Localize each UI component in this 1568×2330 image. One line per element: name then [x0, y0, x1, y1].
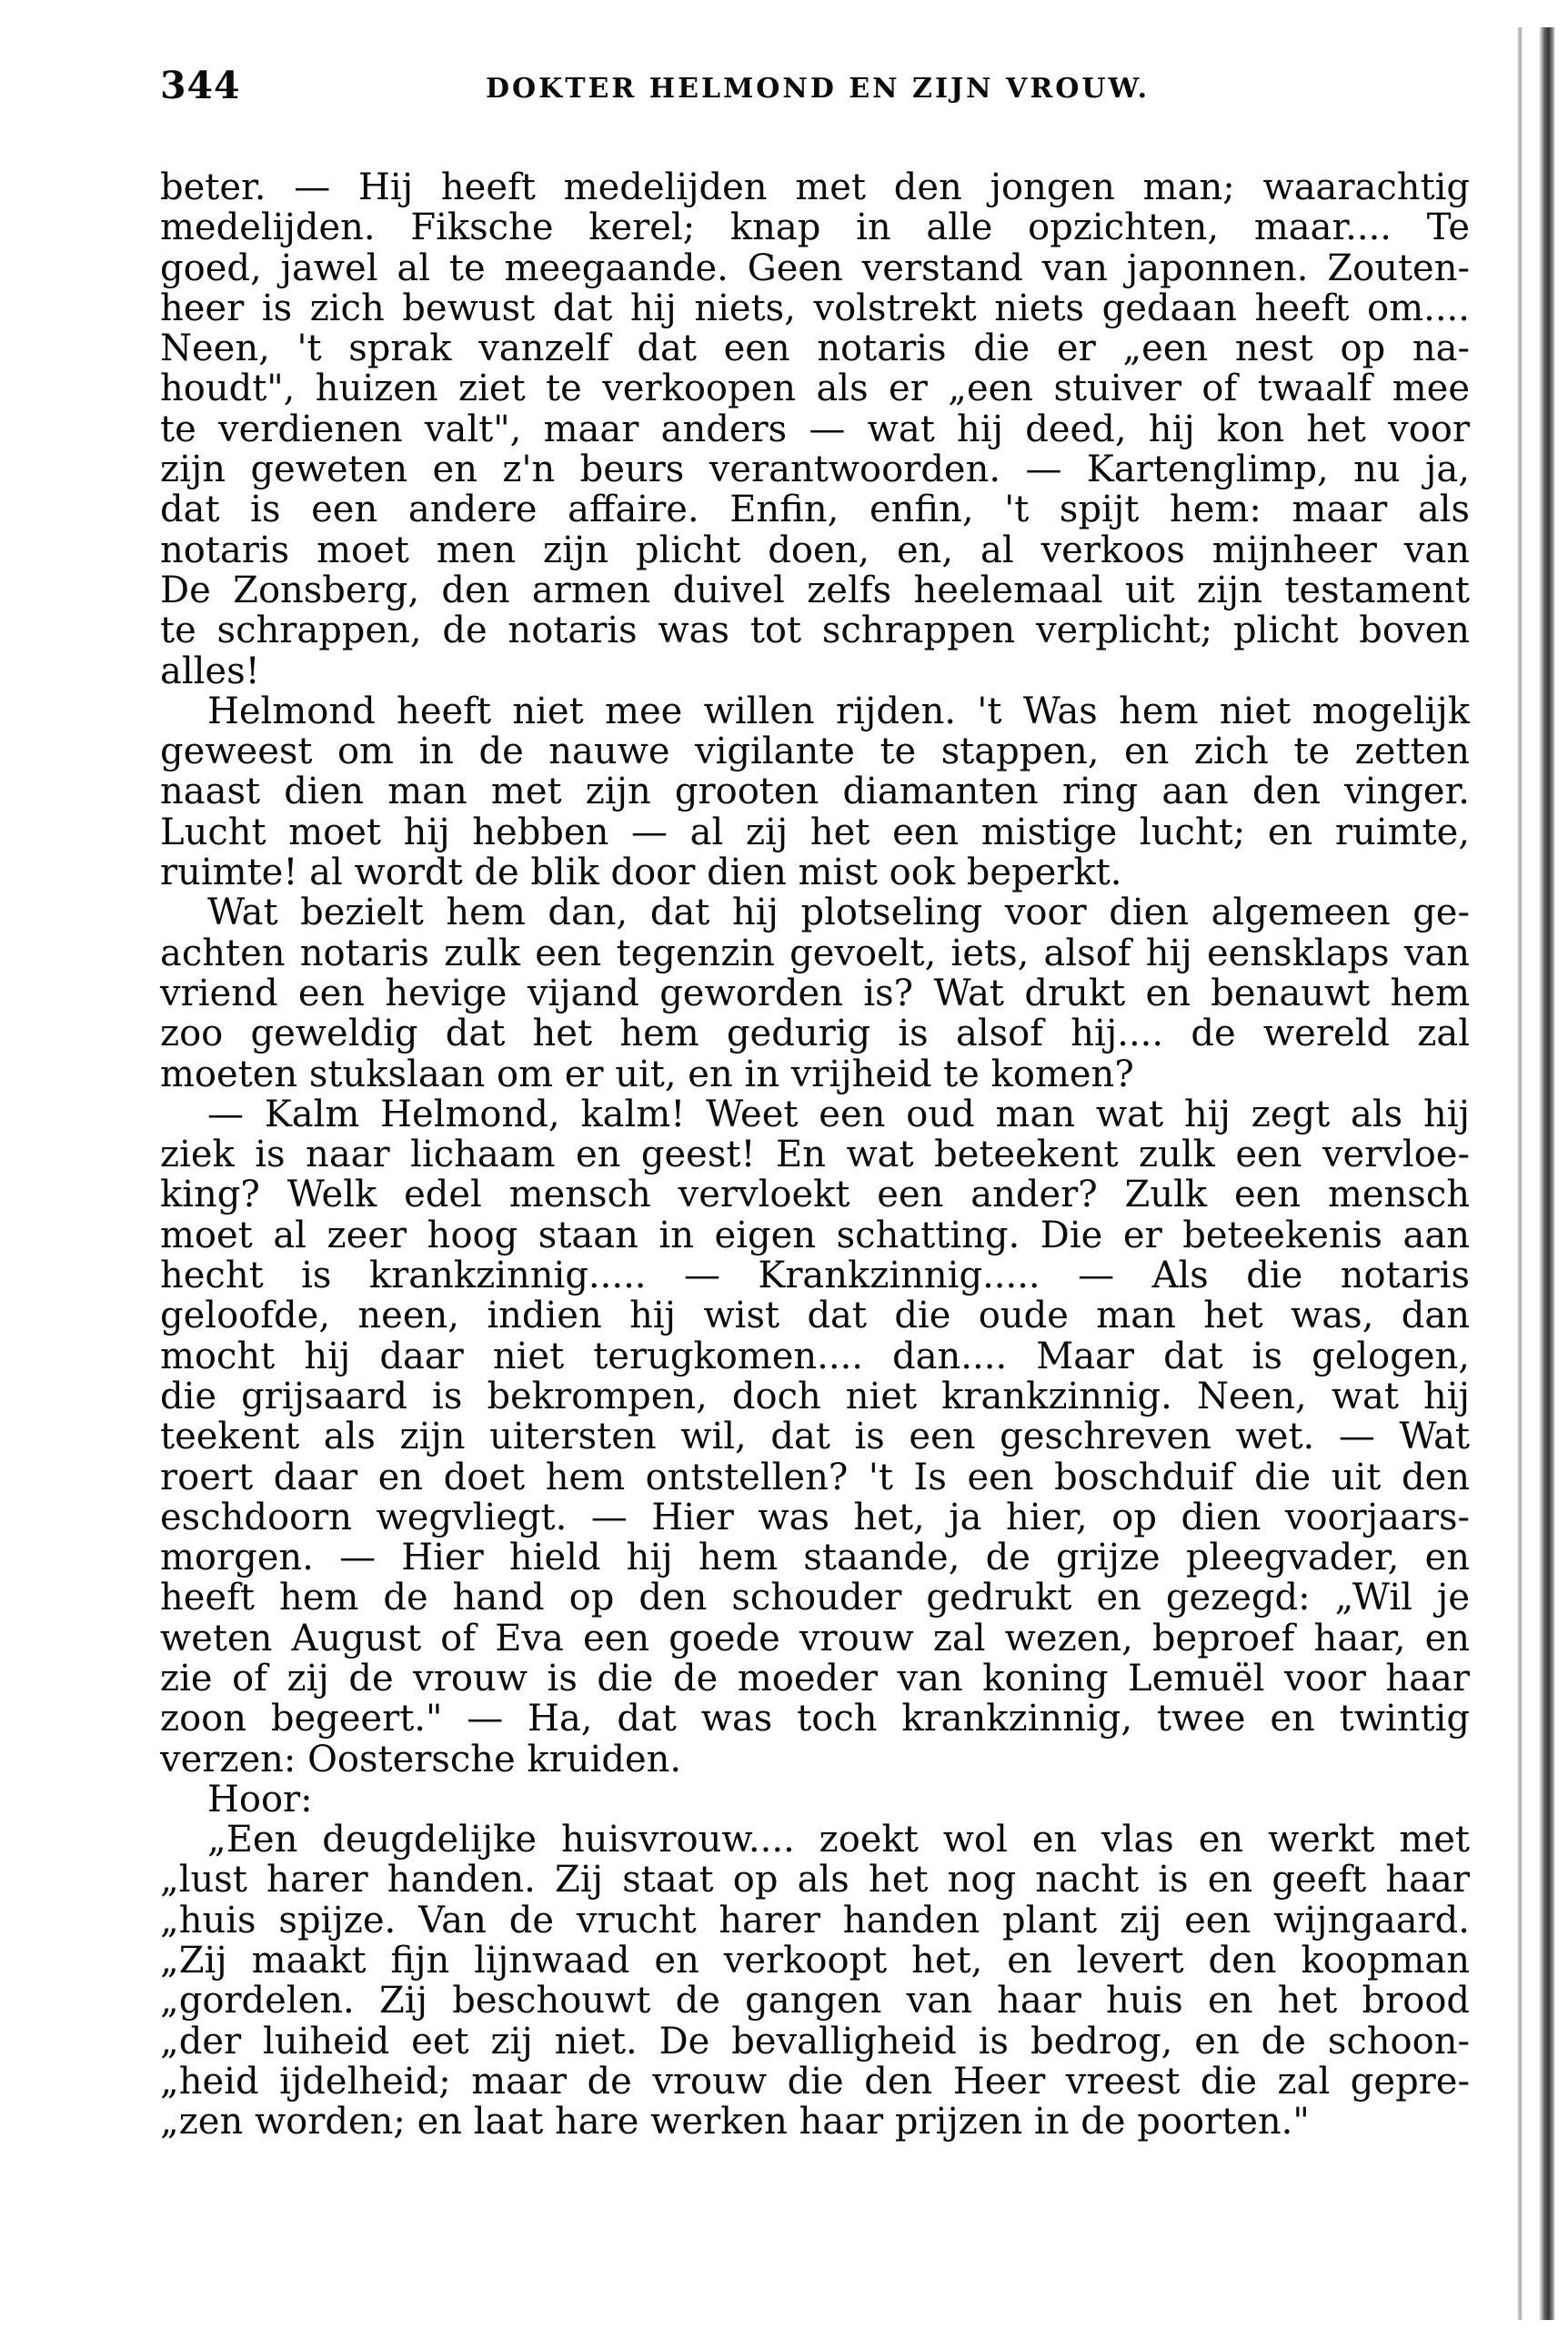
- page-header: [160, 64, 1470, 118]
- page-number: 344: [160, 64, 241, 107]
- page-edge-shadow: [1517, 27, 1523, 2320]
- text-line: te verdienen valt", maar anders — wat hij deed, hij kon het voor: [160, 408, 1470, 450]
- text-line: hecht is krankzinnig..... — Krankzinnig..... — Als die notaris: [160, 1255, 1470, 1297]
- text-line: De Zonsberg, den armen duivel zelfs heelemaal uit zijn testament: [160, 569, 1470, 611]
- text-line: heeft hem de hand op den schouder gedrukt en gezegd: „Wil je: [160, 1577, 1470, 1619]
- text-line: roert daar en doet hem ontstellen? 't Is een boschduif die uit den: [160, 1456, 1470, 1498]
- text-line: eschdoorn wegvliegt. — Hier was het, ja hier, op dien voorjaars-: [160, 1496, 1470, 1538]
- text-line: moet al zeer hoog staan in eigen schatting. Die er beteekenis aan: [160, 1214, 1470, 1256]
- text-line: weten August of Eva een goede vrouw zal wezen, beproef haar, en: [160, 1617, 1470, 1659]
- text-line: verzen: Oostersche kruiden.: [160, 1738, 682, 1780]
- text-line: geloofde, neen, indien hij wist dat die oude man het was, dan: [160, 1295, 1470, 1337]
- text-line: alles!: [160, 650, 260, 692]
- text-line: beter. — Hij heeft medelijden met den jongen man; waarachtig: [160, 166, 1470, 208]
- text-line: vriend een hevige vijand geworden is? Wat drukt en benauwt hem: [160, 972, 1470, 1014]
- text-line: moeten stukslaan om er uit, en in vrijheid te komen?: [160, 1053, 1134, 1095]
- text-line: heer is zich bewust dat hij niets, volstrekt niets gedaan heeft om....: [160, 287, 1470, 329]
- text-line: — Kalm Helmond, kalm! Weet een oud man wat hij zegt als hij: [207, 1093, 1470, 1135]
- text-line: zie of zij de vrouw is die de moeder van koning Lemuël voor haar: [160, 1657, 1470, 1700]
- text-line: Helmond heeft niet mee willen rijden. 't Was hem niet mogelijk: [207, 690, 1470, 732]
- text-line: „zen worden; en laat hare werken haar prijzen in de poorten.": [160, 2101, 1310, 2143]
- text-line: king? Welk edel mensch vervloekt een ander? Zulk een mensch: [160, 1174, 1470, 1216]
- text-line: Hoor:: [207, 1778, 313, 1821]
- text-line: zoo geweldig dat het hem gedurig is alsof hij.... de wereld zal: [160, 1013, 1470, 1055]
- text-line: Wat bezielt hem dan, dat hij plotseling voor dien algemeen ge-: [207, 892, 1470, 934]
- text-line: houdt", huizen ziet te verkoopen als er „een stuiver of twaalf mee: [160, 368, 1470, 410]
- text-line: ziek is naar lichaam en geest! En wat beteekent zulk een vervloe-: [160, 1134, 1470, 1176]
- text-line: zijn geweten en z'n beurs verantwoorden. — Kartenglimp, nu ja,: [160, 449, 1470, 491]
- text-line: „Een deugdelijke huisvrouw.... zoekt wol en vlas en werkt met: [207, 1819, 1470, 1861]
- text-line: dat is een andere affaire. Enfin, enfin, 't spijt hem: maar als: [160, 489, 1470, 531]
- text-line: „Zij maakt fijn lijnwaad en verkoopt het, en levert den koopman: [160, 1940, 1470, 1982]
- body-text: [160, 167, 1470, 2143]
- text-line: achten notaris zulk een tegenzin gevoelt, iets, alsof hij eensklaps van: [160, 932, 1470, 974]
- text-line: notaris moet men zijn plicht doen, en, al verkoos mijnheer van: [160, 529, 1470, 571]
- text-line: morgen. — Hier hield hij hem staande, de grijze pleegvader, en: [160, 1537, 1470, 1579]
- text-line: te schrappen, de notaris was tot schrappen verplicht; plicht boven: [160, 610, 1470, 652]
- text-line: „heid ijdelheid; maar de vrouw die den Heer vreest die zal gepre-: [160, 2060, 1470, 2103]
- page-edge-shadow: [1539, 27, 1555, 2320]
- text-line: ruimte! al wordt de blik door dien mist ook beperkt.: [160, 852, 1122, 894]
- text-line: Neen, 't sprak vanzelf dat een notaris die er „een nest op na-: [160, 328, 1470, 370]
- text-line: „der luiheid eet zij niet. De bevalligheid is bedrog, en de schoon-: [160, 2020, 1470, 2063]
- text-line: „lust harer handen. Zij staat op als het nog nacht is en geeft haar: [160, 1859, 1470, 1901]
- text-line: medelijden. Fiksche kerel; knap in alle opzichten, maar.... Te: [160, 207, 1470, 249]
- text-line: teekent als zijn uitersten wil, dat is een geschreven wet. — Wat: [160, 1416, 1470, 1458]
- text-line: goed, jawel al te meegaande. Geen verstand van japonnen. Zouten-: [160, 247, 1470, 289]
- text-line: Lucht moet hij hebben — al zij het een mistige lucht; en ruimte,: [160, 811, 1470, 853]
- text-line: „huis spijze. Van de vrucht harer handen plant zij een wijngaard.: [160, 1899, 1470, 1942]
- text-line: mocht hij daar niet terugkomen.... dan.... Maar dat is gelogen,: [160, 1335, 1470, 1377]
- text-line: geweest om in de nauwe vigilante te stappen, en zich te zetten: [160, 731, 1470, 773]
- text-line: die grijsaard is bekrompen, doch niet krankzinnig. Neen, wat hij: [160, 1375, 1470, 1417]
- text-line: „gordelen. Zij beschouwt de gangen van haar huis en het brood: [160, 1980, 1470, 2022]
- text-line: zoon begeert." — Ha, dat was toch krankzinnig, twee en twintig: [160, 1698, 1470, 1740]
- running-title: DOKTER HELMOND EN ZIJN VROUW.: [486, 73, 1151, 105]
- text-line: naast dien man met zijn grooten diamanten ring aan den vinger.: [160, 771, 1470, 813]
